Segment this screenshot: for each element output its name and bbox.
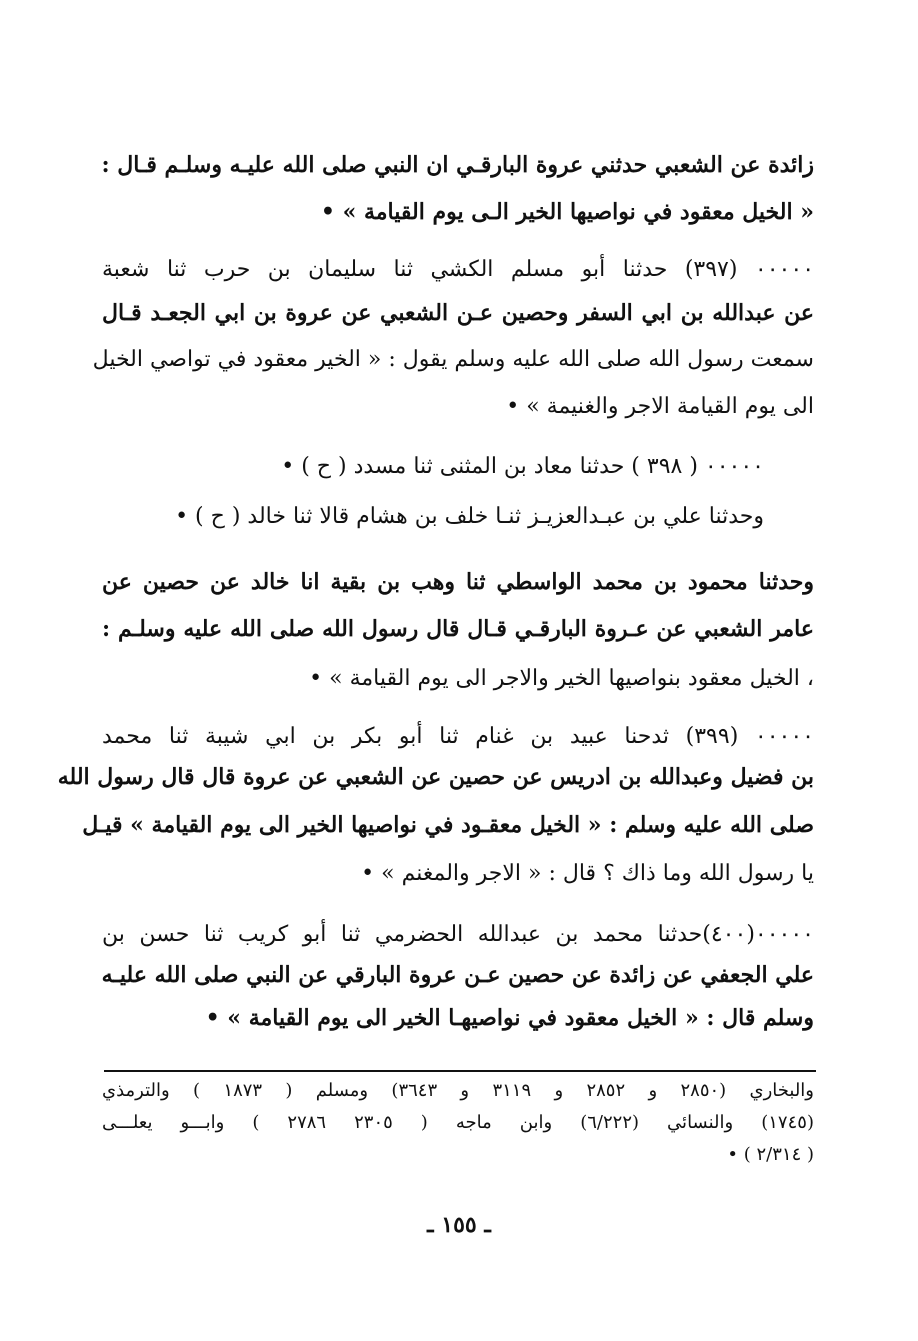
text-line: سمعت رسول الله صلى الله عليه وسلم يقول : « الخير معقود في تواصي الخيل <box>92 347 814 372</box>
footnote-line: (١٧٤٥) والنسائي (٦/٢٢٢) وابن ماجه ( ٢٣٠٥ ٢٧٨٦ ) وابـــو يعلـــى <box>102 1112 814 1133</box>
text-line: علي الجعفي عن زائدة عن حصين عـن عروة البارقي عن النبي صلى الله عليـه <box>101 962 814 988</box>
text-line: ، الخيل معقود بنواصيها الخير والاجر الى يوم القيامة » • <box>309 666 814 691</box>
text-line: وسلم قال : « الخيل معقود في نواصيهـا الخير الى يوم القيامة » • <box>205 1005 814 1031</box>
text-line: وحدثنا محمود بن محمد الواسطي ثنا وهب بن بقية انا خالد عن حصين عن <box>102 569 814 595</box>
text-line: بن فضيل وعبدالله بن ادريس عن حصين عن الشعبي عن عروة قال قال رسول الله <box>57 764 814 790</box>
text-line: زائدة عن الشعبي حدثني عروة البارقـي ان النبي صلى الله عليـه وسلـم قـال : <box>101 152 814 178</box>
text-line: عن عبدالله بن ابي السفر وحصين عـن الشعبي عن عروة بن ابي الجعـد قـال <box>102 300 815 326</box>
text-line: يا رسول الله وما ذاك ؟ قال : « الاجر والمغنم » • <box>361 861 814 886</box>
hadith-400-line: ٠٠٠٠٠(٤٠٠)حدثنا محمد بن عبدالله الحضرمي ثنا أبو كريب ثنا حسن بن <box>102 922 814 947</box>
footnote-divider <box>104 1070 816 1072</box>
hadith-397-line: ٠٠٠٠٠ (٣٩٧) حدثنا أبو مسلم الكشي ثنا سليمان بن حرب ثنا شعبة <box>102 257 815 282</box>
hadith-399-line: ٠٠٠٠٠ (٣٩٩) ثدحنا عبيد بن غنام ثنا أبو بكر بن ابي شيبة ثنا محمد <box>102 724 814 749</box>
text-line: عامر الشعبي عن عـروة البارقـي قـال قال رسول الله صلى الله عليه وسلـم : <box>102 616 814 642</box>
text-line: وحدثنا علي بن عبـدالعزيـز ثنـا خلف بن هشام قالا ثنا خالد ( ح ) • <box>175 504 764 529</box>
text-line: الى يوم القيامة الاجر والغنيمة » • <box>506 394 814 419</box>
text-line: صلى الله عليه وسلم : « الخيل معقـود في نواصيها الخير الى يوم القيامة » قيـل <box>82 812 814 838</box>
footnote-line: والبخاري (٢٨٥٠ و ٢٨٥٢ و ٣١١٩ و ٣٦٤٣) ومسلم ( ١٨٧٣ ) والترمذي <box>102 1080 814 1101</box>
page-number: ـ ١٥٥ ـ <box>427 1212 491 1238</box>
text-line: « الخيل معقود في نواصيها الخير الـى يوم القيامة » • <box>320 199 814 225</box>
hadith-398-line: ٠٠٠٠٠ ( ٣٩٨ ) حدثنا معاد بن المثنى ثنا مسدد ( ح ) • <box>281 454 764 479</box>
footnote-line: ( ٢/٣١٤ ) • <box>727 1144 814 1165</box>
